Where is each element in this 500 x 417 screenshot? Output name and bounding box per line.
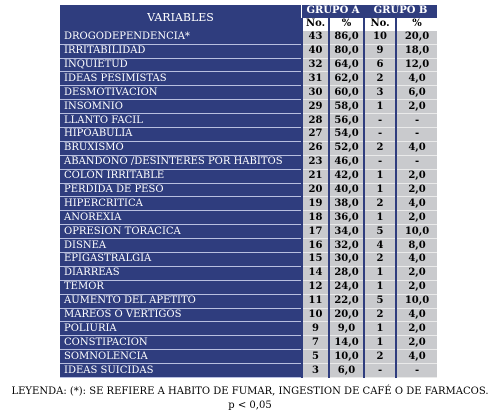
grupo-a-percent-cell: 30,0 — [329, 253, 364, 267]
grupo-b-pct-header: % — [396, 18, 437, 31]
results-table-container — [60, 5, 437, 378]
table-row — [60, 294, 437, 308]
grupo-b-percent-cell: 2,0 — [396, 100, 437, 114]
grupo-b-count-cell: 4 — [364, 239, 396, 253]
variable-cell: BRUXISMO — [60, 141, 302, 155]
grupo-b-count-cell: 1 — [364, 183, 396, 197]
table-row — [60, 44, 437, 58]
variable-cell: IRRITABILIDAD — [60, 44, 302, 58]
grupo-a-percent-cell: 38,0 — [329, 197, 364, 211]
variable-cell: OPRESION TORACICA — [60, 225, 302, 239]
grupo-a-count-cell: 32 — [302, 58, 329, 72]
grupo-a-percent-cell: 80,0 — [329, 44, 364, 58]
grupo-b-count-cell: 1 — [364, 280, 396, 294]
grupo-b-percent-cell: 4,0 — [396, 197, 437, 211]
table-row — [60, 114, 437, 128]
grupo-a-percent-cell: 32,0 — [329, 239, 364, 253]
table-row — [60, 225, 437, 239]
grupo-b-count-cell: 1 — [364, 211, 396, 225]
grupo-a-percent-cell: 14,0 — [329, 336, 364, 350]
grupo-a-pct-header: % — [329, 18, 364, 31]
grupo-b-count-cell: 9 — [364, 44, 396, 58]
grupo-a-percent-cell: 54,0 — [329, 128, 364, 142]
grupo-b-percent-cell: - — [396, 128, 437, 142]
grupo-b-percent-cell: 2,0 — [396, 280, 437, 294]
variable-cell: DISNEA — [60, 239, 302, 253]
grupo-a-count-cell: 5 — [302, 350, 329, 364]
table-row — [60, 58, 437, 72]
table-row — [60, 308, 437, 322]
grupo-a-count-cell: 20 — [302, 183, 329, 197]
grupo-b-percent-cell: 2,0 — [396, 211, 437, 225]
grupo-b-count-cell: - — [364, 364, 396, 378]
table-body — [60, 31, 437, 378]
variable-cell: DROGODEPENDENCIA* — [60, 31, 302, 44]
grupo-b-percent-cell: 2,0 — [396, 169, 437, 183]
grupo-b-count-cell: 3 — [364, 86, 396, 100]
variable-cell: HIPOABULIA — [60, 128, 302, 142]
table-row — [60, 266, 437, 280]
grupo-a-count-cell: 30 — [302, 86, 329, 100]
grupo-a-percent-cell: 64,0 — [329, 58, 364, 72]
table-row — [60, 100, 437, 114]
grupo-a-percent-cell: 56,0 — [329, 114, 364, 128]
variable-cell: IDEAS PESIMISTAS — [60, 72, 302, 86]
grupo-a-count-cell: 43 — [302, 31, 329, 44]
variable-cell: POLIURIA — [60, 322, 302, 336]
variable-cell: MAREOS O VERTIGOS — [60, 308, 302, 322]
grupo-a-percent-cell: 28,0 — [329, 266, 364, 280]
table-row — [60, 141, 437, 155]
grupo-a-count-cell: 17 — [302, 225, 329, 239]
table-row — [60, 350, 437, 364]
variable-cell: HIPERCRITICA — [60, 197, 302, 211]
variable-cell: PERDIDA DE PESO — [60, 183, 302, 197]
grupo-b-count-cell: 2 — [364, 308, 396, 322]
variable-cell: INQUIETUD — [60, 58, 302, 72]
grupo-b-percent-cell: - — [396, 114, 437, 128]
grupo-a-count-cell: 19 — [302, 197, 329, 211]
grupo-a-percent-cell: 34,0 — [329, 225, 364, 239]
grupo-a-count-cell: 23 — [302, 155, 329, 169]
grupo-a-percent-cell: 46,0 — [329, 155, 364, 169]
grupo-a-count-cell: 18 — [302, 211, 329, 225]
table-row — [60, 72, 437, 86]
grupo-b-percent-cell: 2,0 — [396, 322, 437, 336]
grupo-b-count-cell: 5 — [364, 225, 396, 239]
grupo-a-count-cell: 29 — [302, 100, 329, 114]
table-row — [60, 322, 437, 336]
grupo-b-header: GRUPO B — [364, 5, 437, 18]
grupo-a-count-cell: 16 — [302, 239, 329, 253]
grupo-a-count-cell: 21 — [302, 169, 329, 183]
variables-header: VARIABLES — [60, 5, 302, 31]
grupo-b-percent-cell: 4,0 — [396, 308, 437, 322]
grupo-b-no-header: No. — [364, 18, 396, 31]
grupo-a-count-cell: 28 — [302, 114, 329, 128]
grupo-b-percent-cell: 18,0 — [396, 44, 437, 58]
variable-cell: DESMOTIVACION — [60, 86, 302, 100]
grupo-a-percent-cell: 36,0 — [329, 211, 364, 225]
grupo-b-percent-cell: 4,0 — [396, 350, 437, 364]
grupo-a-count-cell: 14 — [302, 266, 329, 280]
grupo-b-count-cell: - — [364, 114, 396, 128]
grupo-b-count-cell: 5 — [364, 294, 396, 308]
grupo-a-count-cell: 7 — [302, 336, 329, 350]
grupo-a-percent-cell: 42,0 — [329, 169, 364, 183]
variable-cell: EPIGASTRALGIA — [60, 253, 302, 267]
grupo-b-count-cell: 2 — [364, 197, 396, 211]
grupo-b-count-cell: 1 — [364, 100, 396, 114]
table-row — [60, 86, 437, 100]
grupo-b-percent-cell: 4,0 — [396, 72, 437, 86]
grupo-b-percent-cell: 6,0 — [396, 86, 437, 100]
grupo-a-percent-cell: 40,0 — [329, 183, 364, 197]
variable-cell: AUMENTO DEL APETITO — [60, 294, 302, 308]
grupo-a-count-cell: 26 — [302, 141, 329, 155]
variable-cell: CONSTIPACION — [60, 336, 302, 350]
grupo-b-percent-cell: 8,0 — [396, 239, 437, 253]
grupo-a-count-cell: 3 — [302, 364, 329, 378]
table-row — [60, 197, 437, 211]
grupo-b-percent-cell: 4,0 — [396, 141, 437, 155]
grupo-b-count-cell: 1 — [364, 169, 396, 183]
grupo-a-count-cell: 12 — [302, 280, 329, 294]
grupo-b-percent-cell: - — [396, 155, 437, 169]
variable-cell: TEMOR — [60, 280, 302, 294]
table-row — [60, 169, 437, 183]
grupo-b-count-cell: 6 — [364, 58, 396, 72]
grupo-a-percent-cell: 22,0 — [329, 294, 364, 308]
grupo-b-percent-cell: 2,0 — [396, 266, 437, 280]
grupo-a-count-cell: 27 — [302, 128, 329, 142]
grupo-a-percent-cell: 52,0 — [329, 141, 364, 155]
significance-note: p < 0,05 — [228, 400, 272, 411]
table-row — [60, 128, 437, 142]
table-row — [60, 336, 437, 350]
grupo-b-count-cell: 1 — [364, 336, 396, 350]
grupo-a-percent-cell: 58,0 — [329, 100, 364, 114]
table-row — [60, 253, 437, 267]
grupo-b-percent-cell: 2,0 — [396, 336, 437, 350]
grupo-b-count-cell: - — [364, 155, 396, 169]
variable-cell: ABANDONO /DESINTERÉS POR HÁBITOS — [60, 155, 302, 169]
grupo-a-count-cell: 10 — [302, 308, 329, 322]
variable-cell: IDEAS SUICIDAS — [60, 364, 302, 378]
variable-cell: ANOREXIA — [60, 211, 302, 225]
grupo-a-count-cell: 15 — [302, 253, 329, 267]
grupo-a-count-cell: 31 — [302, 72, 329, 86]
legend — [0, 385, 500, 413]
variable-cell: DIARREAS — [60, 266, 302, 280]
legend-text: LEYENDA: (*): SE REFIERE A HABITO DE FUMAR, INGESTION DE CAFÉ O DE FARMACOS. — [11, 386, 489, 397]
grupo-a-percent-cell: 24,0 — [329, 280, 364, 294]
variable-cell: COLON IRRITABLE — [60, 169, 302, 183]
group-header-row — [60, 5, 437, 18]
grupo-b-count-cell: 10 — [364, 31, 396, 44]
table-row — [60, 211, 437, 225]
grupo-a-percent-cell: 60,0 — [329, 86, 364, 100]
grupo-b-percent-cell: 12,0 — [396, 58, 437, 72]
grupo-b-percent-cell: 4,0 — [396, 253, 437, 267]
grupo-a-percent-cell: 6,0 — [329, 364, 364, 378]
grupo-a-percent-cell: 9,0 — [329, 322, 364, 336]
grupo-a-percent-cell: 86,0 — [329, 31, 364, 44]
grupo-b-percent-cell: 2,0 — [396, 183, 437, 197]
grupo-b-percent-cell: 10,0 — [396, 225, 437, 239]
grupo-b-percent-cell: - — [396, 364, 437, 378]
grupo-b-count-cell: 2 — [364, 141, 396, 155]
grupo-b-count-cell: 1 — [364, 266, 396, 280]
variable-cell: LLANTO FACIL — [60, 114, 302, 128]
variable-cell: INSOMNIO — [60, 100, 302, 114]
grupo-a-percent-cell: 62,0 — [329, 72, 364, 86]
grupo-a-percent-cell: 20,0 — [329, 308, 364, 322]
table-row — [60, 364, 437, 378]
table-row — [60, 280, 437, 294]
variable-cell: SOMNOLENCIA — [60, 350, 302, 364]
table-row — [60, 155, 437, 169]
grupo-b-count-cell: 2 — [364, 72, 396, 86]
grupo-b-count-cell: 2 — [364, 350, 396, 364]
grupo-a-count-cell: 40 — [302, 44, 329, 58]
table-row — [60, 239, 437, 253]
grupo-a-percent-cell: 10,0 — [329, 350, 364, 364]
grupo-b-percent-cell: 20,0 — [396, 31, 437, 44]
table-row — [60, 183, 437, 197]
results-table — [60, 5, 437, 378]
grupo-a-no-header: No. — [302, 18, 329, 31]
grupo-a-count-cell: 9 — [302, 322, 329, 336]
grupo-b-percent-cell: 10,0 — [396, 294, 437, 308]
grupo-b-count-cell: - — [364, 128, 396, 142]
grupo-b-count-cell: 2 — [364, 253, 396, 267]
grupo-b-count-cell: 1 — [364, 322, 396, 336]
grupo-a-header: GRUPO A — [302, 5, 364, 18]
grupo-a-count-cell: 11 — [302, 294, 329, 308]
table-row — [60, 31, 437, 44]
